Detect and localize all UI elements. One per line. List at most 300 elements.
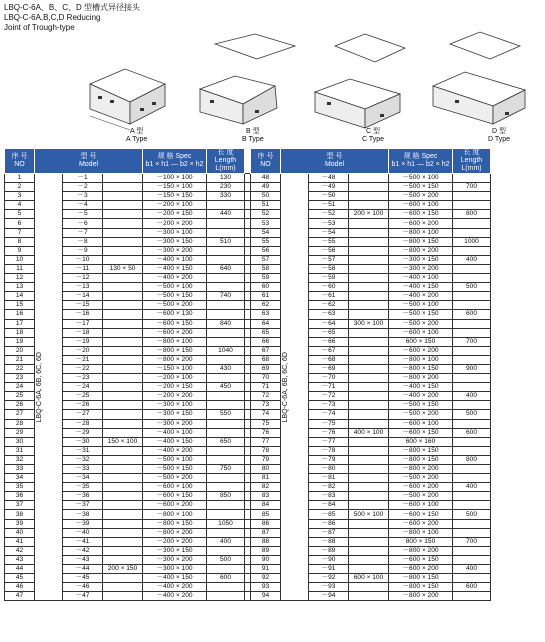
col-length-right: 长 度 Length L(mm) <box>453 149 491 174</box>
cell-length: 400 <box>453 392 491 401</box>
cell-spec: －400 × 150 <box>143 437 207 446</box>
cell-model: －3 <box>63 192 103 201</box>
cell-length: 550 <box>207 410 245 419</box>
cell-length <box>207 392 245 401</box>
cell-length <box>453 328 491 337</box>
cell-length: 700 <box>453 537 491 546</box>
cell-length: 600 <box>453 310 491 319</box>
cell-no: 70 <box>251 374 281 383</box>
table-row <box>5 337 491 346</box>
cell-no: 90 <box>251 555 281 564</box>
cell-b1h1 <box>103 446 143 455</box>
table-row <box>5 346 491 355</box>
cell-length <box>207 283 245 292</box>
table-row <box>5 565 491 574</box>
cell-no: 66 <box>251 337 281 346</box>
cell-model: －36 <box>63 492 103 501</box>
cell-spec: －150 × 100 <box>143 364 207 373</box>
cell-no: 14 <box>5 292 35 301</box>
cell-length <box>453 465 491 474</box>
cell-model: －76 <box>309 428 349 437</box>
cell-length: 600 <box>453 428 491 437</box>
cell-model: －83 <box>309 492 349 501</box>
cell-spec: －600 × 200 <box>389 519 453 528</box>
cell-no: 94 <box>251 592 281 601</box>
cell-length <box>453 555 491 564</box>
table-row <box>5 419 491 428</box>
table-row <box>5 274 491 283</box>
cell-length <box>453 219 491 228</box>
table-row <box>5 592 491 601</box>
cell-model: －75 <box>309 419 349 428</box>
cell-model: －25 <box>63 392 103 401</box>
cell-b1h1 <box>103 374 143 383</box>
figure-a-en: A Type <box>126 136 148 143</box>
cell-no: 80 <box>251 465 281 474</box>
cell-model: －94 <box>309 592 349 601</box>
table-row <box>5 301 491 310</box>
cell-b1h1 <box>103 383 143 392</box>
cell-model: －46 <box>63 583 103 592</box>
cell-length <box>207 328 245 337</box>
cell-no: 79 <box>251 455 281 464</box>
cell-model: －70 <box>309 374 349 383</box>
cell-length: 1040 <box>207 346 245 355</box>
title-en-1: LBQ-C-6A,B,C,D Reducing <box>4 13 101 22</box>
cell-length <box>207 255 245 264</box>
cell-model: －55 <box>309 237 349 246</box>
cell-length <box>453 519 491 528</box>
cell-length <box>453 319 491 328</box>
cell-length <box>207 474 245 483</box>
cell-model: －90 <box>309 555 349 564</box>
cell-spec: －400 × 150 <box>389 383 453 392</box>
cell-spec: －500 × 100 <box>389 174 453 183</box>
table-row <box>5 528 491 537</box>
cell-spec: －600 × 200 <box>389 565 453 574</box>
cell-b1h1 <box>349 383 389 392</box>
cell-b1h1 <box>349 583 389 592</box>
cell-model: －6 <box>63 219 103 228</box>
cell-model: －49 <box>309 183 349 192</box>
cell-no: 76 <box>251 428 281 437</box>
cell-b1h1 <box>103 237 143 246</box>
cell-model: －59 <box>309 274 349 283</box>
cell-no: 56 <box>251 246 281 255</box>
cell-no: 83 <box>251 492 281 501</box>
cell-no: 22 <box>5 364 35 373</box>
cell-spec: －500 × 200 <box>143 301 207 310</box>
table-row <box>5 292 491 301</box>
cell-spec: －800 × 100 <box>389 528 453 537</box>
cell-length <box>207 455 245 464</box>
table-row <box>5 310 491 319</box>
cell-no: 21 <box>5 355 35 364</box>
cell-length <box>453 492 491 501</box>
cell-b1h1 <box>349 410 389 419</box>
cell-b1h1: 200 × 100 <box>349 210 389 219</box>
cell-length <box>453 228 491 237</box>
cell-spec: －400 × 200 <box>389 392 453 401</box>
cell-b1h1 <box>349 592 389 601</box>
cell-spec: －100 × 100 <box>143 174 207 183</box>
cell-no: 72 <box>251 392 281 401</box>
cell-model: －44 <box>63 565 103 574</box>
cell-spec: －800 × 150 <box>389 446 453 455</box>
cell-model: －85 <box>309 510 349 519</box>
cell-no: 75 <box>251 419 281 428</box>
cell-length: 500 <box>453 510 491 519</box>
cell-b1h1: 600 × 100 <box>349 574 389 583</box>
cell-b1h1 <box>349 201 389 210</box>
cell-no: 62 <box>251 301 281 310</box>
cell-b1h1 <box>349 546 389 555</box>
col-spec-right: 规 格 Spec b1 × h1 — b2 × h2 <box>389 149 453 174</box>
cell-b1h1 <box>349 237 389 246</box>
cell-length <box>207 246 245 255</box>
cell-model: －21 <box>63 355 103 364</box>
cell-length <box>453 546 491 555</box>
cell-no: 77 <box>251 437 281 446</box>
cell-b1h1 <box>349 492 389 501</box>
cell-b1h1 <box>103 555 143 564</box>
cell-model: －68 <box>309 355 349 364</box>
table-row <box>5 483 491 492</box>
cell-model: －32 <box>63 455 103 464</box>
cell-b1h1 <box>349 355 389 364</box>
cell-spec: －300 × 100 <box>143 228 207 237</box>
cell-b1h1 <box>103 355 143 364</box>
cell-b1h1 <box>349 274 389 283</box>
cell-b1h1 <box>103 183 143 192</box>
cell-model: －62 <box>309 301 349 310</box>
cell-no: 67 <box>251 346 281 355</box>
cell-b1h1 <box>349 174 389 183</box>
cell-no: 10 <box>5 255 35 264</box>
cell-spec: －800 × 150 <box>389 237 453 246</box>
cell-no: 30 <box>5 437 35 446</box>
cell-model: －82 <box>309 483 349 492</box>
cell-model: －20 <box>63 346 103 355</box>
cell-no: 55 <box>251 237 281 246</box>
cell-b1h1 <box>103 201 143 210</box>
cell-length <box>453 274 491 283</box>
cell-model: －28 <box>63 419 103 428</box>
table-header-row <box>5 149 491 174</box>
cell-b1h1 <box>103 483 143 492</box>
cell-spec: －500 × 150 <box>143 465 207 474</box>
table-row <box>5 364 491 373</box>
cell-b1h1 <box>103 401 143 410</box>
cell-spec: －800 × 100 <box>143 510 207 519</box>
cell-model: －16 <box>63 310 103 319</box>
cell-no: 40 <box>5 528 35 537</box>
cell-no: 84 <box>251 501 281 510</box>
cell-spec: －800 × 150 <box>143 346 207 355</box>
table-row <box>5 192 491 201</box>
cell-b1h1 <box>103 392 143 401</box>
cell-b1h1 <box>103 255 143 264</box>
cell-b1h1: 300 × 100 <box>349 319 389 328</box>
cell-length <box>207 274 245 283</box>
cell-no: 78 <box>251 446 281 455</box>
cell-no: 48 <box>251 174 281 183</box>
cell-b1h1 <box>103 537 143 546</box>
cell-model: －2 <box>63 183 103 192</box>
cell-model: －69 <box>309 364 349 373</box>
cell-length: 850 <box>207 492 245 501</box>
cell-model: －54 <box>309 228 349 237</box>
cell-spec: 600 × 160 <box>389 437 453 446</box>
table-row <box>5 510 491 519</box>
cell-model: －14 <box>63 292 103 301</box>
cell-no: 32 <box>5 455 35 464</box>
cell-b1h1 <box>349 183 389 192</box>
cell-no: 33 <box>5 465 35 474</box>
cell-model: －45 <box>63 574 103 583</box>
cell-model: －38 <box>63 510 103 519</box>
cell-b1h1 <box>349 474 389 483</box>
cell-model: －8 <box>63 237 103 246</box>
cell-spec: －200 × 200 <box>143 219 207 228</box>
cell-no: 65 <box>251 328 281 337</box>
cell-length: 700 <box>453 337 491 346</box>
cell-length: 130 <box>207 174 245 183</box>
cell-spec: －300 × 200 <box>143 246 207 255</box>
cell-model: －34 <box>63 474 103 483</box>
cell-spec: －600 × 100 <box>389 201 453 210</box>
cell-spec: －800 × 150 <box>143 519 207 528</box>
figure-d-cn: D 型 <box>492 128 506 135</box>
cell-no: 28 <box>5 419 35 428</box>
cell-spec: －500 × 150 <box>143 292 207 301</box>
cell-no: 51 <box>251 201 281 210</box>
table-row <box>5 455 491 464</box>
cell-b1h1 <box>103 574 143 583</box>
cell-b1h1 <box>349 246 389 255</box>
cell-no: 20 <box>5 346 35 355</box>
table-row <box>5 446 491 455</box>
cell-spec: －500 × 200 <box>143 474 207 483</box>
cell-b1h1 <box>103 210 143 219</box>
table-row <box>5 401 491 410</box>
cell-b1h1 <box>349 255 389 264</box>
table-row <box>5 519 491 528</box>
table-row <box>5 264 491 273</box>
cell-model: －42 <box>63 546 103 555</box>
cell-length: 400 <box>453 483 491 492</box>
cell-b1h1 <box>349 537 389 546</box>
cell-model: －72 <box>309 392 349 401</box>
cell-model: －65 <box>309 328 349 337</box>
cell-b1h1 <box>349 292 389 301</box>
cell-no: 58 <box>251 264 281 273</box>
cell-length <box>453 374 491 383</box>
cell-spec: －500 × 200 <box>389 492 453 501</box>
cell-no: 2 <box>5 183 35 192</box>
cell-model: －33 <box>63 465 103 474</box>
cell-spec: －800 × 150 <box>389 455 453 464</box>
cell-no: 4 <box>5 201 35 210</box>
table-row <box>5 410 491 419</box>
cell-length <box>453 446 491 455</box>
cell-b1h1: 500 × 100 <box>349 510 389 519</box>
cell-spec: －200 × 100 <box>143 201 207 210</box>
cell-model: －81 <box>309 474 349 483</box>
cell-spec: －800 × 200 <box>389 592 453 601</box>
cell-b1h1 <box>103 510 143 519</box>
cell-model: －50 <box>309 192 349 201</box>
cell-no: 81 <box>251 474 281 483</box>
cell-spec: －200 × 200 <box>143 537 207 546</box>
cell-b1h1 <box>349 419 389 428</box>
cell-length <box>207 565 245 574</box>
figure-a-type <box>70 24 180 134</box>
cell-length <box>207 337 245 346</box>
reducer-a-drawing <box>70 24 180 134</box>
cell-length <box>453 474 491 483</box>
cell-length: 750 <box>207 465 245 474</box>
cell-b1h1: 400 × 100 <box>349 428 389 437</box>
cell-length: 330 <box>207 192 245 201</box>
cell-model: －66 <box>309 337 349 346</box>
cell-length: 450 <box>207 383 245 392</box>
cell-spec: －800 × 150 <box>389 574 453 583</box>
cell-model: －30 <box>63 437 103 446</box>
cell-no: 89 <box>251 546 281 555</box>
cell-model: －47 <box>63 592 103 601</box>
cell-no: 92 <box>251 574 281 583</box>
cell-spec: －800 × 200 <box>143 355 207 364</box>
cell-spec: －600 × 100 <box>389 328 453 337</box>
cell-no: 39 <box>5 519 35 528</box>
cell-spec: －300 × 150 <box>389 255 453 264</box>
cell-length <box>207 483 245 492</box>
table-row <box>5 428 491 437</box>
cell-spec: －600 × 150 <box>143 492 207 501</box>
cell-model: －84 <box>309 501 349 510</box>
cell-spec: 800 × 150 <box>389 537 453 546</box>
cell-model: －79 <box>309 455 349 464</box>
cell-b1h1 <box>349 565 389 574</box>
cell-length: 700 <box>453 183 491 192</box>
cell-spec: －500 × 150 <box>389 310 453 319</box>
cell-no: 24 <box>5 383 35 392</box>
cell-no: 13 <box>5 283 35 292</box>
cell-spec: －200 × 150 <box>143 383 207 392</box>
cell-spec: －300 × 200 <box>389 264 453 273</box>
cell-length <box>207 310 245 319</box>
col-spec: 规 格 Spec b1 × h1 — b2 × h2 <box>143 149 207 174</box>
cell-spec: －400 × 200 <box>143 274 207 283</box>
cell-spec: －400 × 150 <box>143 264 207 273</box>
cell-b1h1 <box>349 310 389 319</box>
cell-model: －57 <box>309 255 349 264</box>
cell-no: 12 <box>5 274 35 283</box>
cell-model: －48 <box>309 174 349 183</box>
cell-length <box>453 574 491 583</box>
cell-model: －61 <box>309 292 349 301</box>
cell-model: －63 <box>309 310 349 319</box>
cell-no: 36 <box>5 492 35 501</box>
table-row <box>5 583 491 592</box>
cell-b1h1 <box>103 583 143 592</box>
cell-no: 15 <box>5 301 35 310</box>
cell-b1h1 <box>103 283 143 292</box>
cell-b1h1 <box>103 174 143 183</box>
cell-b1h1 <box>349 528 389 537</box>
cell-no: 86 <box>251 519 281 528</box>
cell-b1h1 <box>103 219 143 228</box>
cell-b1h1 <box>349 337 389 346</box>
cell-length <box>453 437 491 446</box>
cell-length <box>453 301 491 310</box>
cell-no: 68 <box>251 355 281 364</box>
cell-length: 500 <box>453 283 491 292</box>
table-row <box>5 501 491 510</box>
cell-spec: －500 × 100 <box>143 283 207 292</box>
cell-spec: －500 × 200 <box>389 474 453 483</box>
table-row <box>5 437 491 446</box>
cell-length: 1000 <box>453 237 491 246</box>
cell-spec: －400 × 200 <box>143 446 207 455</box>
table-row <box>5 237 491 246</box>
cell-length <box>207 201 245 210</box>
col-model-right: 型 号 Model <box>281 149 389 174</box>
cell-b1h1 <box>103 319 143 328</box>
cell-model: －27 <box>63 410 103 419</box>
table-row <box>5 537 491 546</box>
cell-model: －1 <box>63 174 103 183</box>
cell-model: －31 <box>63 446 103 455</box>
cell-b1h1 <box>349 364 389 373</box>
cell-no: 49 <box>251 183 281 192</box>
cell-model: －91 <box>309 565 349 574</box>
cell-no: 3 <box>5 192 35 201</box>
cell-no: 38 <box>5 510 35 519</box>
cell-b1h1 <box>349 446 389 455</box>
cell-model: －53 <box>309 219 349 228</box>
cell-b1h1 <box>349 519 389 528</box>
col-no: 序 号 NO <box>5 149 35 174</box>
cell-spec: －200 × 150 <box>143 210 207 219</box>
cell-spec: －400 × 150 <box>143 574 207 583</box>
cell-model: －7 <box>63 228 103 237</box>
cell-length: 650 <box>207 437 245 446</box>
cell-spec: －600 × 150 <box>389 428 453 437</box>
cell-no: 53 <box>251 219 281 228</box>
cell-spec: －800 × 200 <box>143 528 207 537</box>
cell-b1h1 <box>103 528 143 537</box>
cell-spec: －500 × 200 <box>389 192 453 201</box>
table-body <box>5 174 491 601</box>
cell-length: 640 <box>207 264 245 273</box>
cell-model: －40 <box>63 528 103 537</box>
cell-model: －19 <box>63 337 103 346</box>
cell-no: 93 <box>251 583 281 592</box>
cell-b1h1 <box>103 364 143 373</box>
cell-model: －39 <box>63 519 103 528</box>
cell-length: 840 <box>207 319 245 328</box>
cell-b1h1 <box>103 492 143 501</box>
cell-model: －5 <box>63 210 103 219</box>
table-row <box>5 201 491 210</box>
cell-model: －77 <box>309 437 349 446</box>
cell-b1h1 <box>349 401 389 410</box>
cell-no: 19 <box>5 337 35 346</box>
cell-length <box>207 374 245 383</box>
cell-length <box>207 546 245 555</box>
